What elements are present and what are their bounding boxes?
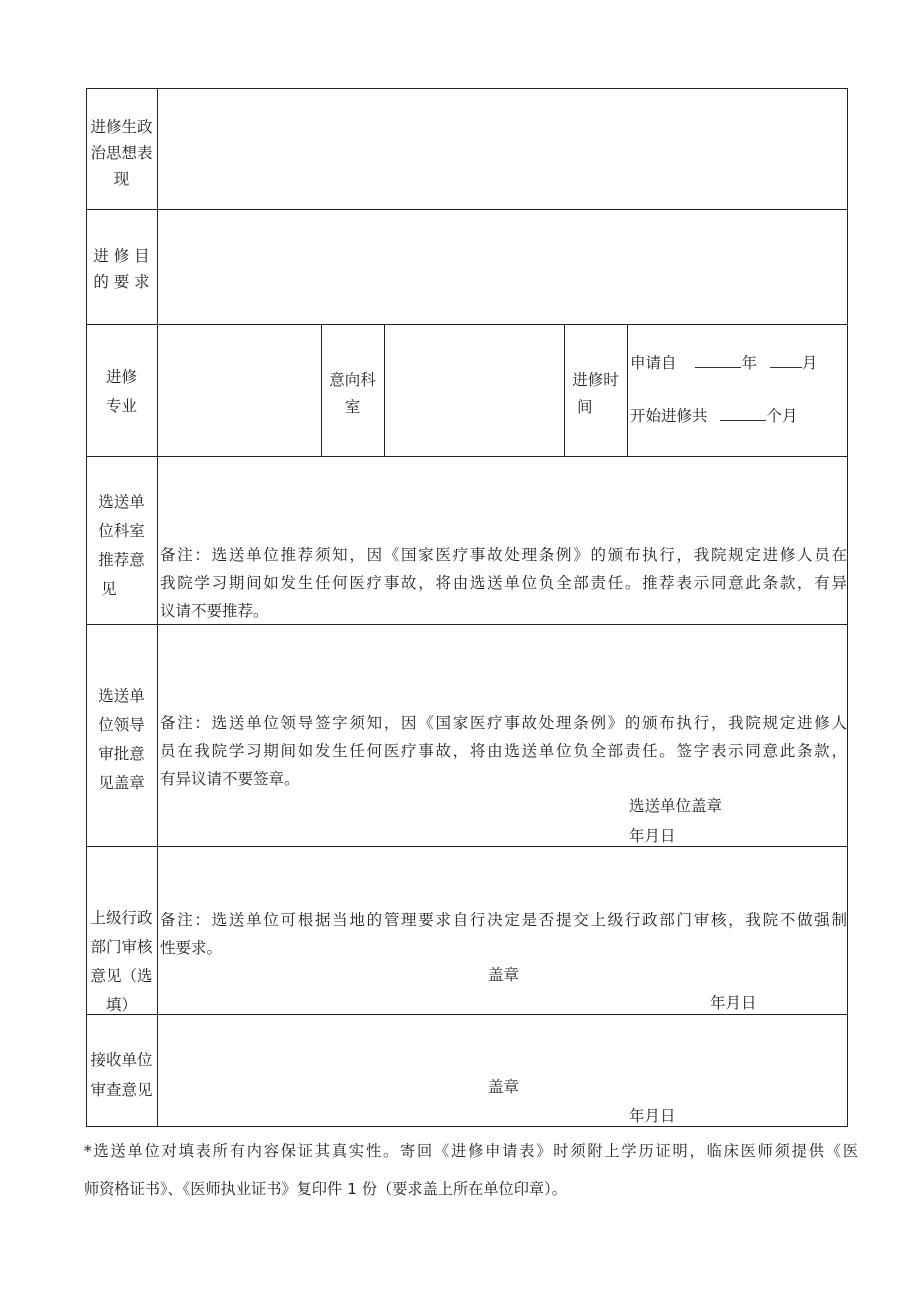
apply-month-blank[interactable] <box>770 353 802 368</box>
purpose-field[interactable] <box>158 210 847 324</box>
cell-divider <box>627 324 628 456</box>
department-field[interactable] <box>385 325 564 456</box>
approval-label: 选送单 位领导 审批意 见盖章 <box>98 687 145 792</box>
apply-year-blank[interactable] <box>695 353 741 368</box>
recommendation-note: 备注：选送单位推荐须知，因《国家医疗事故处理条例》的颁布执行，我院规定进修人员在 我院学习期间如发生任何医疗事故，将由选送单位负全部责任。推荐表示同意此条款，有异 议请不要推荐。 <box>160 546 847 620</box>
row-divider <box>86 456 848 457</box>
period-label: 进修时 间 <box>572 371 619 416</box>
purpose-label: 进 修 目 的 要 求 <box>93 247 150 291</box>
footnote-line-2: 师资格证书》、《医师执业证书》复印件 1 份（要求盖上所在单位印章）。 <box>84 1180 567 1198</box>
department-label: 意向科 室 <box>329 371 376 416</box>
receiving-date: 年月日 <box>629 1107 676 1125</box>
apply-period-line: 申请自 年 月 <box>630 354 818 372</box>
political-performance-field[interactable] <box>158 89 847 209</box>
footnote-line-1: *选送单位对填表所有内容保证其真实性。寄回《进修申请表》时须附上学历证明，临床医师须提供《医 <box>84 1142 858 1160</box>
specialty-label: 进修 专业 <box>105 368 137 415</box>
total-months-line: 开始进修共 个月 <box>630 407 798 425</box>
political-performance-label: 进修生政 治思想表 现 <box>90 118 153 188</box>
superior-seal: 盖章 <box>488 966 520 984</box>
row-divider <box>86 846 848 847</box>
receiving-review-label: 接收单位 审查意见 <box>90 1051 153 1099</box>
total-months-blank[interactable] <box>720 406 766 421</box>
receiving-seal: 盖章 <box>488 1078 520 1096</box>
approval-date: 年月日 <box>629 827 676 845</box>
approval-seal: 选送单位盖章 <box>629 797 723 815</box>
recommendation-label: 选送单 位科室 推荐意 见 <box>98 493 145 598</box>
superior-date: 年月日 <box>710 994 757 1012</box>
superior-review-note: 备注：选送单位可根据当地的管理要求自行决定是否提交上级行政部门审核，我院不做强制 性要求。 <box>160 911 847 957</box>
approval-note: 备注：选送单位领导签字须知，因《国家医疗事故处理条例》的颁布执行，我院规定进修人 员在我院学习期间如发生任何医疗事故，将由选送单位负全部责任。签字表示同意此条款， 有异议请不要签章。 <box>160 714 847 788</box>
specialty-field[interactable] <box>158 325 321 456</box>
superior-review-label: 上级行政 部门审核 意见（选 填） <box>90 909 153 1014</box>
